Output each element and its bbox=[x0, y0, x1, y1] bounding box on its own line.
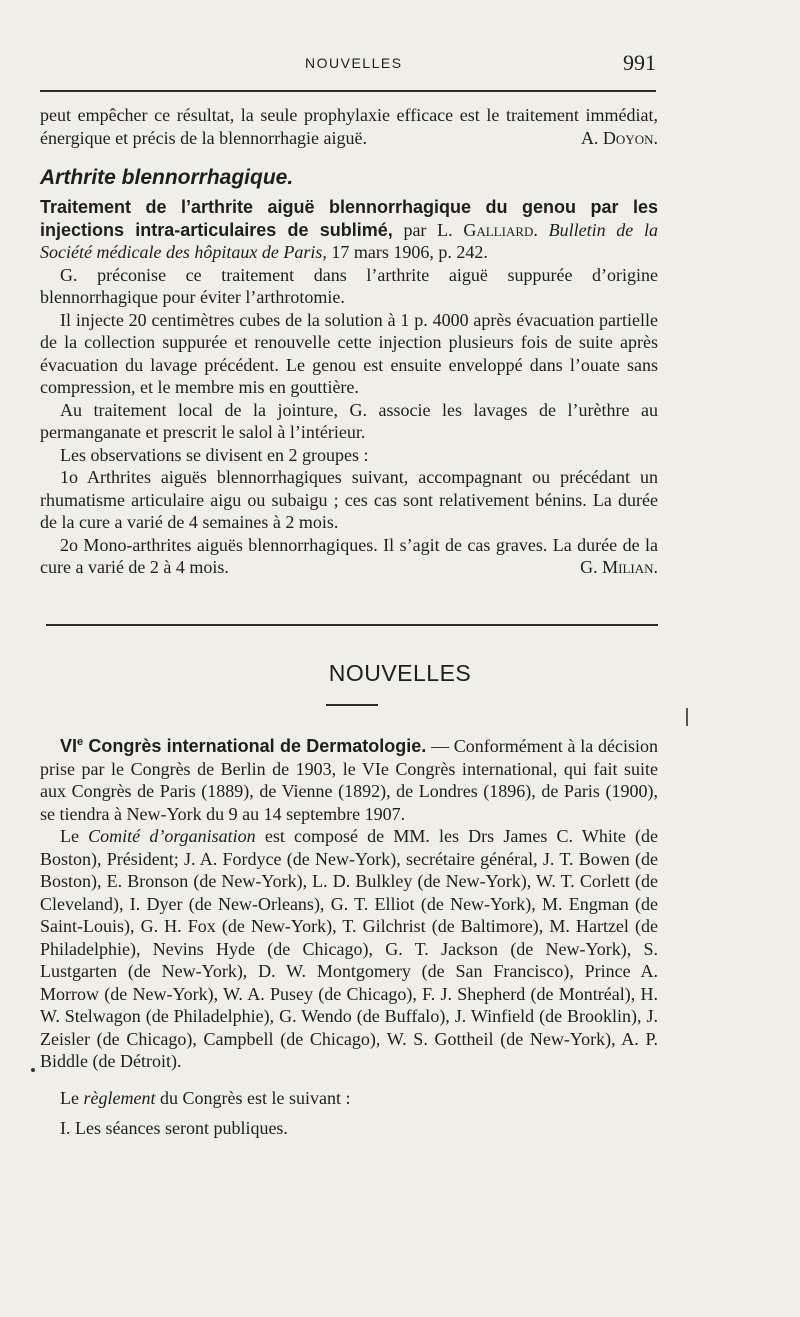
top-paragraph bbox=[40, 104, 658, 149]
reglement-label: règlement bbox=[83, 1087, 156, 1108]
article bbox=[40, 196, 658, 579]
nouvelles-body bbox=[40, 731, 658, 1140]
running-title: NOUVELLES bbox=[305, 55, 403, 71]
reglement-paragraph: Le règlement du Congrès est le suivant : bbox=[60, 1087, 351, 1108]
citation-rest: 17 mars 1906, p. 242. bbox=[326, 242, 488, 262]
article-last-paragraph bbox=[40, 534, 658, 579]
last-paragraph-text: 2o Mono-arthrites aiguës blennorrhagiques. Il s’agit de cas graves. La durée de la cure a varié de 2 à 4 mois. bbox=[40, 534, 658, 577]
committee-paragraph: Le Comité d’organisation est composé de MM. les Drs James C. White (de Boston), Président; J. A. Fordyce (de New-York), secrétaire général, J. T. Bowen (de Boston), E. Bronson (de New-York), L. D. Bulkley (de New-York), W. T. Corlett (de Cleveland), I. Dyer (de New-Orleans), G. T. Elliot (de New-York), M. Engman (de Saint-Louis), G. H. Fox (de New-York), T. Gilchrist (de Baltimore), M. Hartzel (de Philadelphie), Nevins Hyde (de Chicago), G. T. Jackson (de New-York), S. Lustgarten (de New-York), D. W. Montgomery (de San Francisco), Prince A. Morrow (de New-York), W. A. Pusey (de Chicago), F. J. Shepherd (de Montréal), H. W. Stelwagon (de Philadelphie), G. Wendo (de Buffalo), J. Winfield (de Brooklin), J. Zeisler (de Chicago), Campbell (de Chicago), W. S. Gottheil (de New-York), A. P. Biddle (de Détroit). bbox=[40, 826, 658, 1071]
article-author: Galliard. bbox=[463, 219, 538, 240]
signature-milian: G. Milian. bbox=[580, 557, 658, 577]
article-title: Traitement de l’arthrite aiguë blennorrhagique du genou par les injections intra-articulaires de sublimé, bbox=[40, 197, 658, 240]
rule-one: I. Les séances seront publiques. bbox=[60, 1118, 288, 1138]
header-rule bbox=[40, 90, 656, 92]
top-paragraph-text: peut empêcher ce résultat, la seule prophylaxie efficace est le traitement immédiat, énergique et précis de la blennorrhagie aiguë. bbox=[40, 105, 658, 148]
congress-title: VIe Congrès international de Dermatologie. bbox=[60, 736, 427, 756]
margin-mark bbox=[31, 1068, 35, 1072]
section-heading: Arthrite blennorrhagique. bbox=[40, 166, 294, 189]
committee-label: Comité d’organisation bbox=[88, 826, 256, 846]
congress-paragraph bbox=[40, 731, 658, 825]
nouvelles-heading: NOUVELLES bbox=[328, 660, 472, 686]
heading-underline bbox=[326, 704, 378, 706]
article-paragraph: 1o Arthrites aiguës blennorrhagiques suivant, accompagnant ou précédant un rhumatisme articulaire aigu ou subaigu ; ces cas sont relativement bénins. La durée de la cure a varié de 4 semaines à 2 mois. bbox=[40, 467, 658, 532]
signature-doyon: A. Doyon. bbox=[580, 127, 658, 148]
page-number: 991 bbox=[623, 50, 656, 75]
author-prefix: par L. bbox=[392, 219, 464, 240]
congress-lead: — Conformément à la décision prise par le Congrès de Berlin de 1903, le VIe Congrès international, qui fait suite aux Congrès de Paris (1889), de Vienne (1892), de Londres (1896), de Paris (1900), se tiendra à New-York du 9 au 14 septembre 1907. bbox=[40, 736, 658, 824]
article-paragraph: G. préconise ce traitement dans l’arthrite aiguë suppurée d’origine blennorrhagique pour éviter l’arthrotomie. bbox=[40, 264, 658, 307]
article-paragraph: Au traitement local de la jointure, G. associe les lavages de l’urèthre au permanganate et prescrit le salol à l’intérieur. bbox=[40, 399, 658, 442]
article-paragraph: Il injecte 20 centimètres cubes de la solution à 1 p. 4000 après évacuation partielle de la collection suppurée et renouvelle cette injection plusieurs fois de suite après évacuation du lavage précédent. Le genou est ensuite enveloppé dans l’ouate sans compression, et le membre mis en gouttière. bbox=[40, 309, 658, 397]
article-citation bbox=[40, 196, 658, 264]
journal-name: Bulletin de la Société médicale des hôpitaux de Paris, bbox=[40, 219, 659, 262]
page-header bbox=[40, 50, 660, 80]
margin-tick bbox=[686, 708, 688, 726]
section-rule bbox=[46, 624, 658, 626]
article-paragraph: Les observations se divisent en 2 groupes : bbox=[60, 444, 369, 465]
committee-text: est composé de MM. les Drs James C. White (de Boston), Président; J. A. Fordyce (de New-York), secrétaire général, J. T. Bowen (de Boston), E. Bronson (de New-York), L. D. Bulkley (de New-York), W. T. Corlett (de Cleveland), I. Dyer (de New-Orleans), G. T. Elliot (de New-York), M. Engman (de Saint-Louis), G. H. Fox (de New-York), T. Gilchrist (de Baltimore), M. Hartzel (de Philadelphie), Nevins Hyde (de Chicago), G. T. Jackson (de New-York), S. Lustgarten (de New-York), D. W. Montgomery (de San Francisco), Prince A. Morrow (de New-York), W. A. Pusey (de Chicago), F. J. Shepherd (de Montréal), H. W. Stelwagon (de Philadelphie), G. Wendo (de Buffalo), J. Winfield (de Brooklin), J. Zeisler (de Chicago), Campbell (de Chicago), W. S. Gottheil (de New-York), A. P. Biddle (de Détroit). bbox=[40, 826, 658, 1071]
